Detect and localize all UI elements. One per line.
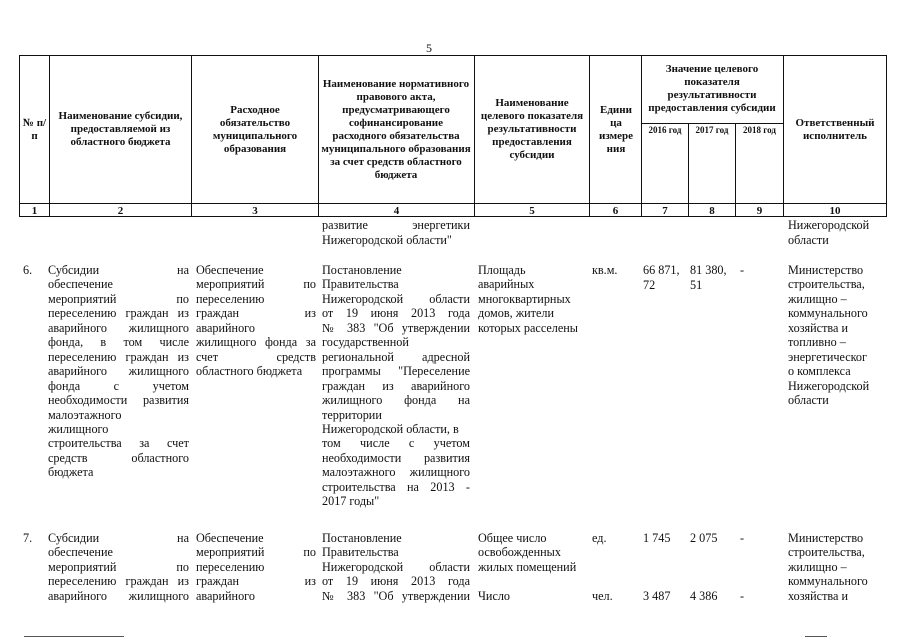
header-bottom-border [19, 203, 886, 204]
text-line: Площадь [478, 263, 526, 277]
text-line: Субсидии на [48, 263, 189, 277]
text-line: средств областного [48, 450, 189, 465]
text-line: том числе с учетом [322, 436, 470, 451]
text-line: областного бюджета [196, 364, 303, 379]
text-line: хозяйства и [788, 588, 848, 603]
carryover-responsible-line: Нижегородской [788, 218, 870, 232]
row-7-value-2018b: - [740, 589, 745, 603]
column-number: 7 [662, 205, 668, 217]
column-number: 4 [393, 205, 400, 217]
text-line: № 383 "Об утверждении [322, 588, 470, 603]
text-line: фонда с учетом [48, 378, 189, 393]
footer-mark [805, 636, 827, 637]
carryover-act-line: Нижегородской области" [322, 232, 452, 247]
text-line: Субсидии на [48, 531, 189, 545]
text-line: аварийного [196, 320, 255, 335]
text-line: Нижегородской области [322, 291, 470, 306]
text-line: аварийного жилищного [48, 588, 189, 603]
header-value-group: Значение целевого показателя результативности предоставления субсидии [648, 63, 776, 114]
text-line: переселению граждан из [48, 349, 189, 364]
text-line: малоэтажного жилищного [322, 465, 470, 480]
text-line: Нижегородской области [322, 559, 470, 574]
column-number: 10 [829, 205, 841, 217]
header-responsible: Ответственный исполнитель [795, 116, 875, 142]
text-line: жилищного фонда на [322, 393, 470, 408]
text-line: малоэтажного [48, 407, 122, 422]
header-act: Наименование нормативного правового акта, предусматривающего софинансирование расходного обязательства муниципального образования за счет средств областного бюджета [321, 77, 471, 181]
text-line: строительства, [788, 277, 865, 292]
row-6-unit: кв.м. [592, 263, 618, 277]
text-line: переселению граждан из [48, 574, 189, 589]
text-line: освобожденных [478, 545, 561, 560]
header-unit: Едини ца измере ния [599, 103, 633, 155]
text-line: Правительства [322, 545, 399, 560]
row-7-value-2017b: 4 386 [690, 589, 718, 603]
text-line: обеспечение [48, 277, 113, 292]
row-number: 6. [23, 263, 33, 277]
row-6-value-2016-cont: 72 [643, 277, 656, 292]
row-6-value-2018: - [740, 263, 745, 277]
row-6-value-2017-cont: 51 [690, 277, 703, 292]
text-line: строительства за счет [48, 436, 189, 451]
row-7-value-2016b: 3 487 [643, 589, 671, 603]
text-line: жилищного [48, 421, 109, 436]
text-line: домов, жители [478, 306, 554, 321]
column-number: 6 [612, 205, 619, 217]
text-line: Министерство [788, 263, 864, 277]
column-number: 2 [117, 205, 124, 217]
column-number: 5 [529, 205, 535, 217]
col-border [783, 55, 784, 217]
text-line: государственной [322, 335, 409, 350]
text-line: жилищно – [788, 291, 847, 306]
text-line: коммунального [788, 306, 868, 321]
text-line: коммунального [788, 574, 868, 589]
text-line: аварийного [196, 588, 255, 603]
text-line: Обеспечение [196, 531, 264, 545]
text-line: Министерство [788, 531, 864, 545]
text-line: Нижегородской [788, 378, 870, 393]
header-obligation: Расходное обязательство муниципального образования [212, 103, 298, 155]
text-line: счет средств [196, 349, 316, 364]
text-line: о комплекса [788, 364, 851, 379]
row-7-value-2018: - [740, 531, 745, 545]
text-line: аварийного жилищного [48, 320, 189, 335]
text-line: многоквартирных [478, 291, 571, 306]
text-line: аварийных [478, 277, 535, 292]
text-line: жилищного фонда за [196, 335, 316, 350]
text-line: аварийного жилищного [48, 364, 189, 379]
carryover-responsible-line: области [788, 232, 829, 247]
column-number: 3 [252, 205, 258, 217]
header-year-2016: 2016 год [648, 124, 682, 135]
col-border [318, 55, 319, 217]
col-border [191, 55, 192, 217]
page-number: 5 [426, 41, 432, 55]
row-6-value-2016: 66 871, [643, 263, 680, 277]
text-line: жилых помещений [478, 559, 577, 574]
text-line: мероприятий по [48, 559, 189, 574]
text-line: региональной адресной [322, 349, 470, 364]
text-line: переселению [196, 291, 265, 306]
column-number: 8 [709, 205, 715, 217]
col-border [49, 55, 50, 217]
text-line: области [788, 393, 829, 408]
text-line: от 19 июня 2013 года [322, 574, 470, 589]
text-line: строительства, [788, 545, 865, 560]
text-line: мероприятий по [196, 545, 316, 560]
text-line: энергетическог [788, 349, 867, 364]
text-line: переселению граждан из [48, 306, 189, 321]
text-line: мероприятий по [196, 277, 316, 292]
text-line: программы "Переселение [322, 364, 470, 379]
row-7-value-2017: 2 075 [690, 531, 718, 545]
col-border [688, 123, 689, 217]
text-line: граждан из [196, 306, 316, 321]
column-number: 9 [756, 205, 763, 217]
text-line: топливно – [788, 335, 846, 350]
col-border [474, 55, 475, 217]
column-number: 1 [31, 205, 38, 217]
text-line: необходимости развития [48, 393, 189, 408]
text-line: граждан из [196, 574, 316, 589]
text-line: территории [322, 407, 382, 422]
text-line: мероприятий по [48, 291, 189, 306]
text-line: № 383 "Об утверждении [322, 320, 470, 335]
text-line: хозяйства и [788, 320, 848, 335]
text-line: Общее число [478, 531, 547, 545]
text-line: Обеспечение [196, 263, 264, 277]
text-line: переселению [196, 559, 265, 574]
row-7-unit: ед. [592, 531, 607, 545]
text-line: Постановление [322, 263, 402, 277]
text-line: строительства на 2013 - [322, 479, 470, 494]
text-line: от 19 июня 2013 года [322, 306, 470, 321]
text-line: жилищно – [788, 559, 847, 574]
col-border [886, 55, 887, 217]
text-line: бюджета [48, 465, 94, 480]
text-line: Правительства [322, 277, 399, 292]
row-7-unit-2: чел. [592, 589, 613, 603]
header-subsidy-name: Наименование субсидии, предоставляемой из областного бюджета [58, 110, 183, 148]
row-6-value-2017: 81 380, [690, 263, 727, 277]
text-line: 2017 годы" [322, 494, 380, 509]
text-line: которых расселены [478, 320, 578, 335]
text-line: граждан из аварийного [322, 378, 470, 393]
text-line: необходимости развития [322, 450, 470, 465]
text-line: Постановление [322, 531, 402, 545]
text-line: фонда, в том числе [48, 335, 189, 350]
row-7-value-2016: 1 745 [643, 531, 671, 545]
header-indicator: Наименование целевого показателя результативности предоставления субсидии [480, 97, 584, 161]
text-line: обеспечение [48, 545, 113, 560]
row-7-indicator-2: Число [478, 589, 511, 603]
header-year-2017: 2017 год [695, 124, 729, 135]
col-border [589, 55, 590, 217]
header-year-2018: 2018 год [743, 124, 776, 135]
footer-rule [24, 636, 124, 637]
row-number: 7. [23, 531, 33, 545]
header-no: № п/п [22, 116, 47, 142]
carryover-act-line: развитие энергетики [322, 218, 470, 232]
col-border [735, 123, 736, 217]
text-line: Нижегородской области, в [322, 421, 459, 436]
col-border [641, 55, 642, 217]
